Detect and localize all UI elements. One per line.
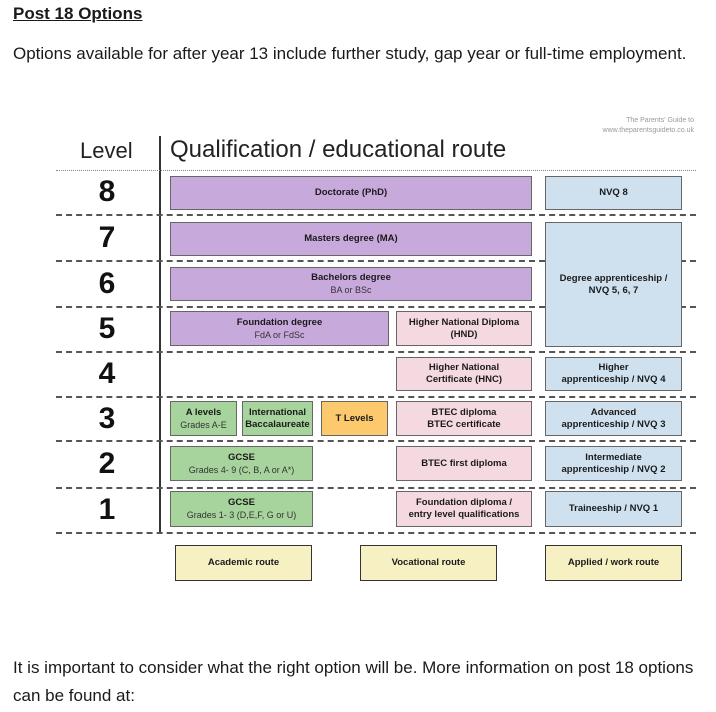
foundation-diploma-box [396, 491, 532, 527]
gcse-low-box [170, 491, 313, 527]
vocational-route-legend [360, 545, 497, 581]
traineeship-box [545, 491, 682, 527]
foundation-degree-label: Foundation degree [236, 316, 323, 328]
level-5: 5 [98, 312, 116, 345]
applied-route-legend [545, 545, 682, 581]
gcse-high-label: GCSE [228, 451, 255, 463]
higher-apprenticeship-box [545, 357, 682, 391]
advanced-apprenticeship-line-2: apprenticeship / NVQ 3 [561, 418, 666, 430]
level-divider [56, 214, 696, 216]
btec-first-diploma-box [396, 446, 532, 481]
level-6: 6 [98, 267, 116, 300]
intro-paragraph: Options available for after year 13 include further study, gap year or full-time employment. [13, 44, 687, 63]
international-baccalaureate-box [242, 401, 313, 436]
t-levels-label: T Levels [335, 412, 374, 424]
level-7: 7 [98, 221, 116, 254]
bachelors-box [170, 267, 532, 301]
academic-route-legend [175, 545, 312, 581]
academic-route-label: Academic route [207, 557, 280, 568]
gcse-low-sub: Grades 1- 3 (D,E,F, G or U) [186, 510, 297, 520]
degree-apprenticeship-line-1: Degree apprenticeship / [559, 272, 668, 284]
t-levels-box [321, 401, 388, 436]
level-divider [56, 440, 696, 442]
btec-certificate-label: BTEC certificate [427, 418, 501, 430]
level-1: 1 [98, 493, 116, 526]
vocational-route-label: Vocational route [391, 557, 466, 568]
attribution-line-1: The Parents' Guide to [626, 117, 694, 124]
outro-paragraph: It is important to consider what the right option will be. More information on post 18 options can be found at: [13, 658, 694, 705]
page-title: Post 18 Options [13, 4, 143, 23]
hnd-line-1: Higher National Diploma [408, 316, 520, 328]
traineeship-label: Traineeship / NVQ 1 [568, 503, 659, 514]
foundation-diploma-line-2: entry level qualifications [408, 509, 520, 520]
level-4: 4 [98, 357, 116, 390]
advanced-apprenticeship-box [545, 401, 682, 436]
gcse-high-sub: Grades 4- 9 (C, B, A or A*) [188, 464, 295, 475]
gcse-high-box [170, 446, 313, 481]
applied-route-label: Applied / work route [567, 557, 660, 568]
level-8: 8 [98, 175, 116, 208]
level-divider [56, 487, 696, 489]
masters-label: Masters degree (MA) [304, 233, 398, 244]
level-3: 3 [98, 402, 116, 435]
intermediate-apprenticeship-box [545, 446, 682, 481]
doctorate-label: Doctorate (PhD) [314, 187, 388, 198]
btec-first-diploma-label: BTEC first diploma [421, 457, 507, 469]
masters-box [170, 222, 532, 256]
gcse-low-label: GCSE [228, 497, 255, 508]
level-divider [56, 351, 696, 353]
bachelors-label: Bachelors degree [311, 272, 391, 283]
level-divider [56, 170, 696, 171]
route-header: Qualification / educational route [170, 136, 507, 163]
foundation-diploma-line-1: Foundation diploma / [415, 497, 513, 508]
level-divider [56, 396, 696, 398]
btec-diploma-label: BTEC diploma [431, 406, 497, 418]
advanced-apprenticeship-line-1: Advanced [590, 406, 637, 418]
bachelors-sub: BA or BSc [330, 285, 372, 295]
hnc-line-2: Certificate (HNC) [425, 374, 502, 385]
ib-line-2: Baccalaureate [245, 418, 310, 430]
attribution [603, 116, 694, 136]
level-divider [56, 532, 696, 534]
btec-diploma-box [396, 401, 532, 436]
foundation-degree-box [170, 311, 389, 346]
intermediate-apprenticeship-line-2: apprenticeship / NVQ 2 [561, 463, 666, 475]
nvq8-box [545, 176, 682, 210]
foundation-degree-sub: FdA or FdSc [254, 329, 305, 340]
ib-line-1: International [248, 406, 306, 418]
vertical-divider [159, 136, 161, 534]
degree-apprenticeship-box [545, 222, 682, 347]
a-levels-sub: Grades A-E [180, 419, 227, 430]
a-levels-label: A levels [185, 406, 222, 418]
hnc-box [396, 357, 532, 391]
qualification-levels-diagram [0, 110, 716, 610]
level-2: 2 [98, 447, 116, 480]
higher-apprenticeship-line-1: Higher [598, 362, 629, 373]
intermediate-apprenticeship-line-1: Intermediate [585, 451, 642, 463]
nvq8-label: NVQ 8 [599, 187, 628, 198]
a-levels-box [170, 401, 237, 436]
doctorate-box [170, 176, 532, 210]
hnd-box [396, 311, 532, 346]
attribution-line-2: www.theparentsguideto.co.uk [602, 127, 694, 134]
hnd-line-2: (HND) [450, 328, 478, 340]
hnc-line-1: Higher National [428, 362, 500, 373]
degree-apprenticeship-line-2: NVQ 5, 6, 7 [588, 284, 639, 296]
level-header: Level [80, 138, 133, 163]
higher-apprenticeship-line-2: apprenticeship / NVQ 4 [561, 374, 666, 385]
